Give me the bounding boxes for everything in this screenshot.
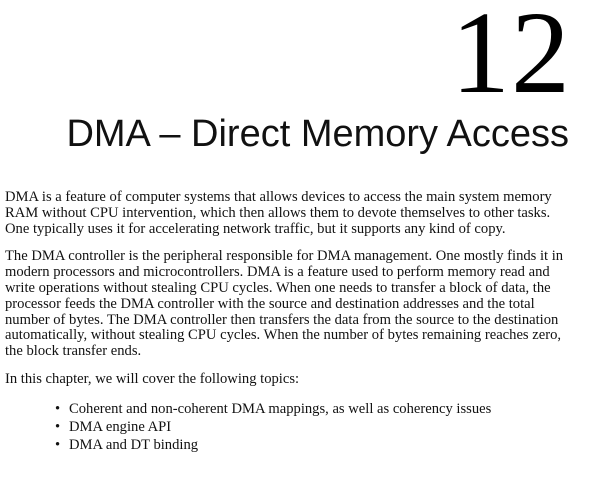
list-item xyxy=(55,418,575,436)
topics-list xyxy=(5,400,575,454)
bullet-icon: • xyxy=(55,418,61,435)
intro-paragraph: DMA is a feature of computer systems that allows devices to access the main system memory RAM without CPU intervention, which then allows them to devote themselves to other tasks. One typically uses it for accelerating network traffic, but it supports any kind of copy. xyxy=(5,189,552,237)
chapter-body xyxy=(5,190,575,454)
chapter-title: DMA – Direct Memory Access xyxy=(66,113,569,155)
bullet-icon: • xyxy=(55,436,61,453)
list-item-text: DMA and DT binding xyxy=(69,436,199,453)
chapter-number: 12 xyxy=(451,0,571,118)
dma-controller-paragraph: The DMA controller is the peripheral responsible for DMA management. One mostly finds it in modern processors and microcontrollers. DMA is a feature used to perform memory read and write operations without stealing CPU cycles. When one needs to transfer a block of data, the processor feeds the DMA controller with the source and destination addresses and the total number of bytes. The DMA controller then transfers the data from the source to the destination automatically, without stealing CPU cycles. When the number of bytes remaining reaches zero, the block transfer ends. xyxy=(5,248,564,360)
list-item xyxy=(55,436,575,454)
list-item-text: Coherent and non-coherent DMA mappings, as well as coherency issues xyxy=(69,400,492,417)
list-item-text: DMA engine API xyxy=(69,418,172,435)
topics-intro-paragraph: In this chapter, we will cover the following topics: xyxy=(5,370,300,387)
bullet-icon: • xyxy=(55,400,61,417)
list-item xyxy=(55,400,575,418)
